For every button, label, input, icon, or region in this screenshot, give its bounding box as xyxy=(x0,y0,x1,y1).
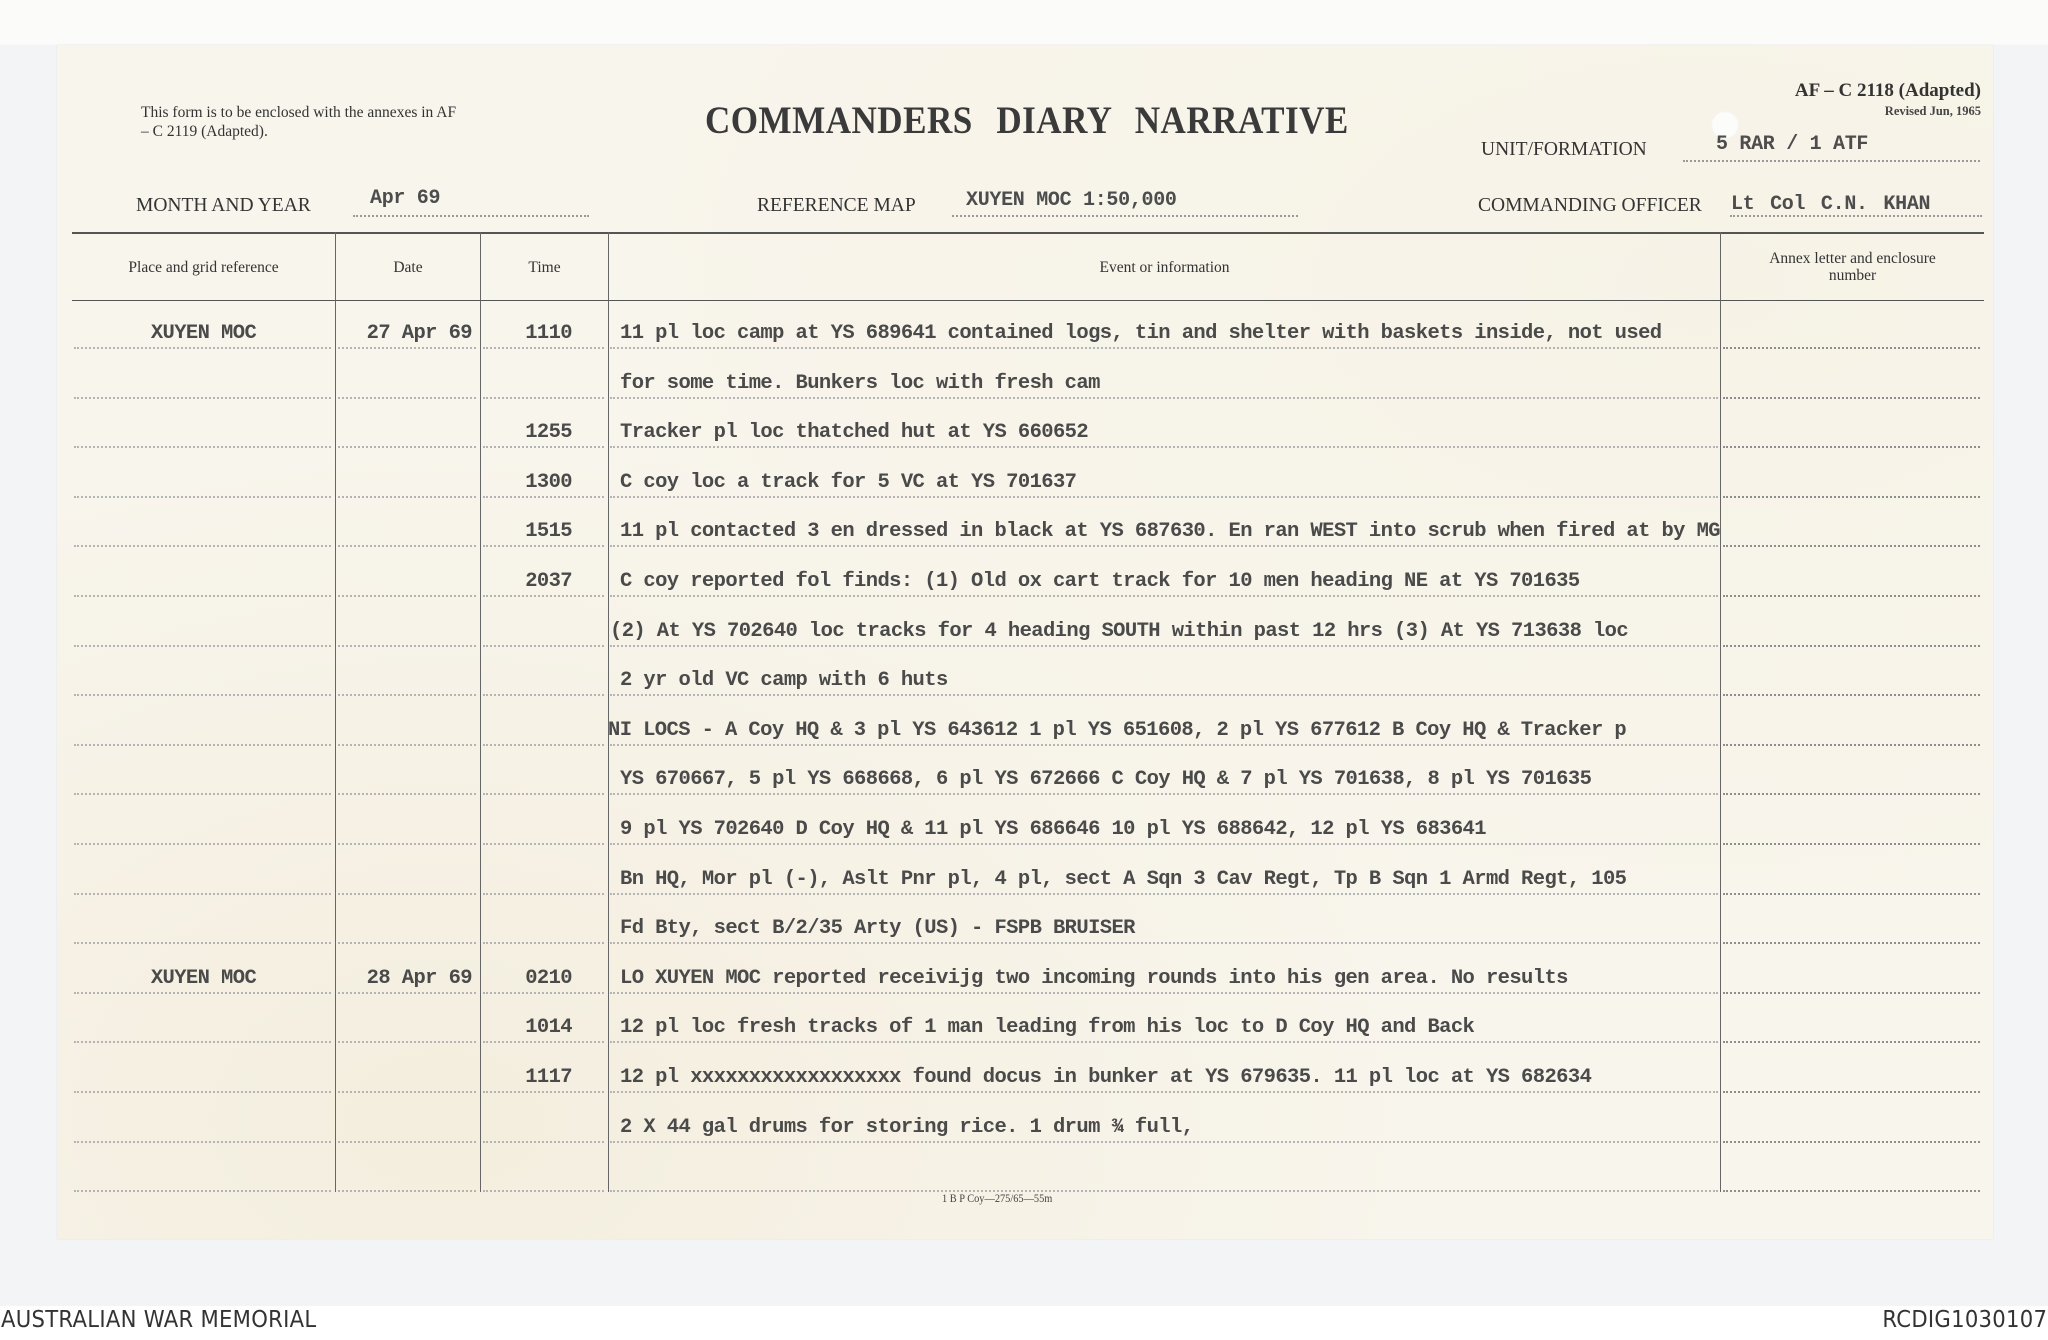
row-dotted-line xyxy=(338,942,476,944)
month-year-value[interactable]: Apr 69 xyxy=(370,187,441,210)
row-dotted-line xyxy=(610,992,1718,994)
row-dotted-line xyxy=(1723,893,1980,895)
row-dotted-line xyxy=(483,645,604,647)
row-dotted-line xyxy=(483,992,604,994)
row-dotted-line xyxy=(74,397,331,399)
row-dotted-line xyxy=(1723,744,1980,746)
row-dotted-line xyxy=(1723,347,1980,349)
unit-formation-dotted-line xyxy=(1683,160,1980,162)
row-dotted-line xyxy=(610,1190,1718,1192)
cell-event: 2 yr old VC camp with 6 huts xyxy=(620,669,948,692)
cell-time: 0210 xyxy=(525,967,572,990)
cell-event: Tracker pl loc thatched hut at YS 660652 xyxy=(620,421,1089,444)
row-dotted-line xyxy=(74,496,331,498)
cell-time: 1014 xyxy=(525,1016,572,1039)
row-dotted-line xyxy=(338,1091,476,1093)
row-dotted-line xyxy=(1723,992,1980,994)
row-dotted-line xyxy=(74,347,331,349)
row-dotted-line xyxy=(610,397,1718,399)
cell-event: Bn HQ, Mor pl (-), Aslt Pnr pl, 4 pl, sect A Sqn 3 Cav Regt, Tp B Sqn 1 Armd Regt, 105 xyxy=(620,868,1627,891)
cell-date: 28 Apr 69 xyxy=(366,967,472,990)
row-dotted-line xyxy=(483,942,604,944)
row-dotted-line xyxy=(74,744,331,746)
row-dotted-line xyxy=(610,793,1718,795)
header-place-grid-reference: Place and grid reference xyxy=(128,258,279,276)
row-dotted-line xyxy=(610,496,1718,498)
archive-caption: AUSTRALIAN WAR MEMORIAL xyxy=(1,1307,317,1333)
row-dotted-line xyxy=(338,694,476,696)
reference-map-value[interactable]: XUYEN MOC 1:50,000 xyxy=(966,189,1177,212)
row-dotted-line xyxy=(338,446,476,448)
cell-event: for some time. Bunkers loc with fresh cam xyxy=(620,372,1100,395)
cell-event: C coy reported fol finds: (1) Old ox cart track for 10 men heading NE at YS 701635 xyxy=(620,570,1580,593)
row-dotted-line xyxy=(610,893,1718,895)
row-dotted-line xyxy=(338,1190,476,1192)
cell-event: 12 pl loc fresh tracks of 1 man leading from his loc to D Coy HQ and Back xyxy=(620,1016,1475,1039)
row-dotted-line xyxy=(1723,545,1980,547)
unit-formation-value[interactable]: 5 RAR / 1 ATF xyxy=(1716,133,1869,156)
row-dotted-line xyxy=(74,1190,331,1192)
header-annex-enclosure: Annex letter and enclosure number xyxy=(1769,250,1936,284)
row-dotted-line xyxy=(483,446,604,448)
row-dotted-line xyxy=(1723,496,1980,498)
table-header-rule xyxy=(72,300,1984,301)
column-divider-event-annex xyxy=(1720,232,1721,1192)
row-dotted-line xyxy=(610,595,1718,597)
row-dotted-line xyxy=(74,942,331,944)
form-title: COMMANDERS DIARY NARRATIVE xyxy=(705,99,1349,142)
column-divider-time-event xyxy=(608,232,609,1192)
header-date: Date xyxy=(393,258,423,276)
row-dotted-line xyxy=(1723,1141,1980,1143)
cell-time: 1255 xyxy=(525,421,572,444)
row-dotted-line xyxy=(1723,1091,1980,1093)
row-dotted-line xyxy=(338,397,476,399)
row-dotted-line xyxy=(610,843,1718,845)
month-year-label: MONTH AND YEAR xyxy=(136,195,311,216)
row-dotted-line xyxy=(338,793,476,795)
row-dotted-line xyxy=(74,446,331,448)
cell-event: Fd Bty, sect B/2/35 Arty (US) - FSPB BRUISER xyxy=(620,917,1135,940)
row-dotted-line xyxy=(1723,694,1980,696)
form-code: AF – C 2118 (Adapted) xyxy=(1794,80,1981,101)
form-revision-date: Revised Jun, 1965 xyxy=(1884,104,1981,118)
row-dotted-line xyxy=(338,843,476,845)
cell-event: 9 pl YS 702640 D Coy HQ & 11 pl YS 686646 10 pl YS 688642, 12 pl YS 683641 xyxy=(620,818,1486,841)
header-time: Time xyxy=(528,258,561,276)
row-dotted-line xyxy=(483,545,604,547)
row-dotted-line xyxy=(483,1091,604,1093)
cell-time: 1300 xyxy=(525,471,572,494)
row-dotted-line xyxy=(1723,446,1980,448)
printer-mark: 1 B P Coy—275/65—55m xyxy=(942,1193,1053,1205)
row-dotted-line xyxy=(610,545,1718,547)
row-dotted-line xyxy=(483,744,604,746)
row-dotted-line xyxy=(74,793,331,795)
row-dotted-line xyxy=(338,1141,476,1143)
row-dotted-line xyxy=(483,496,604,498)
row-dotted-line xyxy=(1723,793,1980,795)
reference-map-label: REFERENCE MAP xyxy=(757,195,916,216)
row-dotted-line xyxy=(338,595,476,597)
row-dotted-line xyxy=(74,545,331,547)
row-dotted-line xyxy=(338,545,476,547)
cell-time: 2037 xyxy=(525,570,572,593)
row-dotted-line xyxy=(338,992,476,994)
form-enclosure-note: This form is to be enclosed with the annexes in AF – C 2119 (Adapted). xyxy=(141,104,457,140)
record-id-caption: RCDIG1030107 xyxy=(1882,1307,2047,1333)
cell-place: XUYEN MOC xyxy=(150,967,257,990)
commanding-officer-value[interactable]: Lt Col C.N. KHAN xyxy=(1731,193,1931,216)
cell-time: 1110 xyxy=(525,322,572,345)
row-dotted-line xyxy=(483,1190,604,1192)
row-dotted-line xyxy=(74,1091,331,1093)
row-dotted-line xyxy=(74,1041,331,1043)
row-dotted-line xyxy=(1723,645,1980,647)
row-dotted-line xyxy=(74,694,331,696)
row-dotted-line xyxy=(338,347,476,349)
row-dotted-line xyxy=(483,793,604,795)
row-dotted-line xyxy=(610,942,1718,944)
cell-event: C coy loc a track for 5 VC at YS 701637 xyxy=(620,471,1077,494)
row-dotted-line xyxy=(483,843,604,845)
row-dotted-line xyxy=(483,595,604,597)
column-divider-date-time xyxy=(480,232,481,1192)
row-dotted-line xyxy=(483,1041,604,1043)
row-dotted-line xyxy=(610,1141,1718,1143)
cell-event: 2 X 44 gal drums for storing rice. 1 drum ¾ full, xyxy=(620,1116,1194,1139)
unit-formation-label: UNIT/FORMATION xyxy=(1481,139,1647,160)
row-dotted-line xyxy=(483,397,604,399)
cell-event: 12 pl xxxxxxxxxxxxxxxxxx found docus in bunker at YS 679635. 11 pl loc at YS 682634 xyxy=(620,1066,1592,1089)
cell-event: 11 pl loc camp at YS 689641 contained logs, tin and shelter with baskets inside, not used xyxy=(620,322,1662,345)
row-dotted-line xyxy=(338,1041,476,1043)
cell-date: 27 Apr 69 xyxy=(366,322,472,345)
row-dotted-line xyxy=(1723,595,1980,597)
row-dotted-line xyxy=(74,992,331,994)
row-dotted-line xyxy=(483,893,604,895)
cell-event: NI LOCS - A Coy HQ & 3 pl YS 643612 1 pl YS 651608, 2 pl YS 677612 B Coy HQ & Tracker p xyxy=(608,719,1627,742)
row-dotted-line xyxy=(610,1091,1718,1093)
row-dotted-line xyxy=(1723,1041,1980,1043)
row-dotted-line xyxy=(610,1041,1718,1043)
row-dotted-line xyxy=(338,645,476,647)
row-dotted-line xyxy=(610,446,1718,448)
cell-event: (2) At YS 702640 loc tracks for 4 heading SOUTH within past 12 hrs (3) At YS 713638 loc xyxy=(610,620,1629,643)
row-dotted-line xyxy=(1723,843,1980,845)
row-dotted-line xyxy=(1723,1190,1980,1192)
cell-place: XUYEN MOC xyxy=(150,322,257,345)
row-dotted-line xyxy=(338,893,476,895)
row-dotted-line xyxy=(74,843,331,845)
month-year-dotted-line xyxy=(353,215,589,217)
row-dotted-line xyxy=(74,1141,331,1143)
row-dotted-line xyxy=(338,744,476,746)
column-divider-place-date xyxy=(335,232,336,1192)
row-dotted-line xyxy=(610,744,1718,746)
row-dotted-line xyxy=(610,347,1718,349)
commanding-officer-label: COMMANDING OFFICER xyxy=(1478,195,1702,216)
row-dotted-line xyxy=(483,1141,604,1143)
row-dotted-line xyxy=(483,347,604,349)
cell-time: 1515 xyxy=(525,520,572,543)
row-dotted-line xyxy=(610,645,1718,647)
row-dotted-line xyxy=(1723,397,1980,399)
cell-event: 11 pl contacted 3 en dressed in black at YS 687630. En ran WEST into scrub when fired at by MG xyxy=(620,520,1720,543)
cell-time: 1117 xyxy=(525,1066,572,1089)
row-dotted-line xyxy=(338,496,476,498)
row-dotted-line xyxy=(483,694,604,696)
row-dotted-line xyxy=(74,645,331,647)
cell-event: YS 670667, 5 pl YS 668668, 6 pl YS 672666 C Coy HQ & 7 pl YS 701638, 8 pl YS 701635 xyxy=(620,768,1592,791)
row-dotted-line xyxy=(74,893,331,895)
row-dotted-line xyxy=(74,595,331,597)
row-dotted-line xyxy=(610,694,1718,696)
reference-map-dotted-line xyxy=(952,215,1298,217)
header-event-information: Event or information xyxy=(1099,258,1230,276)
cell-event: LO XUYEN MOC reported receivijg two incoming rounds into his gen area. No results xyxy=(620,967,1568,990)
row-dotted-line xyxy=(1723,942,1980,944)
